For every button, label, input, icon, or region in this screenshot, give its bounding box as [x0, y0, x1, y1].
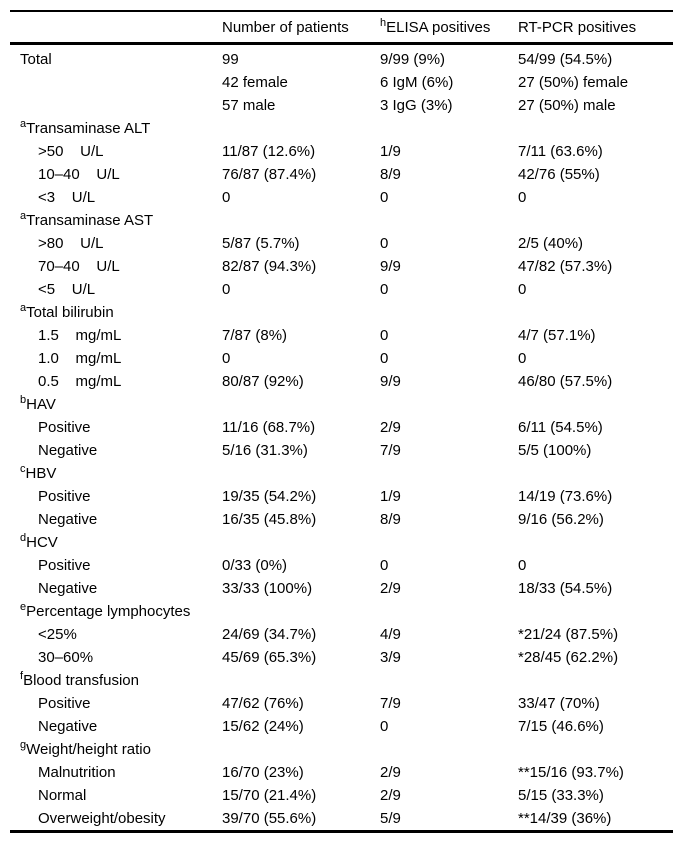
value-cell: 5/9 — [380, 810, 401, 827]
value-cell: 42/76 (55%) — [518, 166, 600, 183]
value-cell: 3/9 — [380, 649, 401, 666]
value-cell: 7/9 — [380, 695, 401, 712]
value-cell: 15/70 (21.4%) — [222, 787, 317, 804]
value-cell: 5/15 (33.3%) — [518, 787, 604, 804]
value-cell — [518, 393, 673, 416]
value-cell — [380, 209, 518, 232]
table-row — [10, 554, 673, 577]
row-label-cell — [10, 255, 222, 278]
row-label: <25% — [38, 626, 77, 643]
value-cell: 9/16 (56.2%) — [518, 511, 604, 528]
table-row — [10, 485, 673, 508]
value-cell: 2/9 — [380, 764, 401, 781]
value-cell — [518, 738, 673, 761]
value-cell — [222, 600, 380, 623]
value-cell: 2/9 — [380, 787, 401, 804]
row-label-cell — [10, 324, 222, 347]
value-cell: 24/69 (34.7%) — [222, 626, 317, 643]
header-label: RT-PCR positives — [518, 19, 637, 36]
value-cell: 45/69 (65.3%) — [222, 649, 317, 666]
section-label-cell — [10, 393, 222, 416]
row-label: Weight/height ratio — [26, 741, 151, 758]
value-cell: 33/47 (70%) — [518, 695, 600, 712]
table-row — [10, 163, 673, 186]
value-cell — [518, 669, 673, 692]
value-cell — [380, 462, 518, 485]
row-label: Total bilirubin — [26, 304, 114, 321]
value-cell: 11/16 (68.7%) — [222, 419, 316, 436]
row-label: Normal — [38, 787, 87, 804]
table-row — [10, 761, 673, 784]
value-cell — [518, 600, 673, 623]
section-label-cell — [10, 738, 222, 761]
table-row — [10, 94, 673, 117]
value-cell: 9/9 — [380, 373, 401, 390]
value-cell — [518, 209, 673, 232]
value-cell: 0 — [380, 281, 389, 298]
row-label: >50 U/L — [38, 143, 104, 160]
value-cell: 16/70 (23%) — [222, 764, 304, 781]
value-cell: 47/82 (57.3%) — [518, 258, 613, 275]
row-label-cell — [10, 94, 222, 117]
value-cell: 0 — [380, 718, 389, 735]
table-row — [10, 278, 673, 301]
row-label: Positive — [38, 557, 91, 574]
table-row — [10, 623, 673, 646]
value-cell — [222, 393, 380, 416]
row-label: Negative — [38, 718, 98, 735]
header-label: ELISA positives — [386, 19, 491, 36]
value-cell — [518, 531, 673, 554]
value-cell: 0 — [518, 189, 527, 206]
row-label-cell — [10, 485, 222, 508]
value-cell: 76/87 (87.4%) — [222, 166, 317, 183]
row-label-cell — [10, 715, 222, 738]
value-cell: *28/45 (62.2%) — [518, 649, 619, 666]
value-cell — [222, 531, 380, 554]
value-cell: 99 — [222, 51, 239, 68]
value-cell: 42 female — [222, 74, 288, 91]
table-row — [10, 186, 673, 209]
row-label: HCV — [26, 534, 58, 551]
section-row — [10, 600, 673, 623]
row-label-cell — [10, 761, 222, 784]
row-label: Negative — [38, 442, 98, 459]
value-cell: 4/9 — [380, 626, 401, 643]
table-row — [10, 715, 673, 738]
value-cell: 11/87 (12.6%) — [222, 143, 316, 160]
table-row — [10, 255, 673, 278]
footnote-marker: c — [20, 463, 26, 475]
value-cell — [518, 462, 673, 485]
value-cell: 80/87 (92%) — [222, 373, 304, 390]
value-cell: **14/39 (36%) — [518, 810, 612, 827]
row-label: 1.5 mg/mL — [38, 327, 122, 344]
row-label: 0.5 mg/mL — [38, 373, 122, 390]
value-cell — [380, 301, 518, 324]
row-label-cell — [10, 163, 222, 186]
value-cell: 0 — [222, 281, 231, 298]
table-row — [10, 140, 673, 163]
row-label: Negative — [38, 580, 98, 597]
value-cell: 0 — [518, 350, 527, 367]
row-label: Blood transfusion — [23, 672, 139, 689]
row-label: Percentage lymphocytes — [26, 603, 191, 620]
footnote-marker: b — [20, 394, 27, 406]
row-label: Total — [20, 51, 52, 68]
footnote-marker: f — [20, 670, 24, 682]
value-cell: 27 (50%) male — [518, 97, 616, 114]
value-cell: 2/9 — [380, 580, 401, 597]
value-cell: 16/35 (45.8%) — [222, 511, 317, 528]
value-cell — [222, 301, 380, 324]
table-row — [10, 347, 673, 370]
value-cell: 6/11 (54.5%) — [518, 419, 603, 436]
value-cell: 57 male — [222, 97, 276, 114]
header-cell-number-of-patients — [222, 11, 380, 44]
value-cell: 0 — [518, 281, 527, 298]
footnote-marker: a — [20, 302, 27, 314]
value-cell — [380, 738, 518, 761]
value-cell: 2/5 (40%) — [518, 235, 584, 252]
table-row — [10, 324, 673, 347]
value-cell: 0 — [380, 350, 389, 367]
table-row — [10, 232, 673, 255]
value-cell: 1/9 — [380, 488, 401, 505]
value-cell: 9/9 — [380, 258, 401, 275]
row-label: 30–60% — [38, 649, 94, 666]
table-row — [10, 71, 673, 94]
value-cell: 0 — [380, 327, 389, 344]
row-label: Negative — [38, 511, 98, 528]
value-cell: 47/62 (76%) — [222, 695, 304, 712]
row-label-cell — [10, 44, 222, 72]
section-row — [10, 738, 673, 761]
value-cell — [518, 301, 673, 324]
table-row — [10, 416, 673, 439]
value-cell: 54/99 (54.5%) — [518, 51, 613, 68]
table-row — [10, 370, 673, 393]
row-label-cell — [10, 416, 222, 439]
table-row — [10, 508, 673, 531]
value-cell: 5/5 (100%) — [518, 442, 592, 459]
row-label-cell — [10, 554, 222, 577]
row-label-cell — [10, 232, 222, 255]
value-cell: 39/70 (55.6%) — [222, 810, 317, 827]
value-cell: 4/7 (57.1%) — [518, 327, 596, 344]
value-cell — [380, 600, 518, 623]
value-cell: 0 — [518, 557, 527, 574]
row-label: HBV — [25, 465, 57, 482]
row-label: 10–40 U/L — [38, 166, 120, 183]
footnote-marker: a — [20, 210, 27, 222]
value-cell: *21/24 (87.5%) — [518, 626, 619, 643]
value-cell: 14/19 (73.6%) — [518, 488, 613, 505]
value-cell: 19/35 (54.2%) — [222, 488, 317, 505]
footnote-marker: h — [380, 17, 387, 29]
table-row — [10, 692, 673, 715]
row-label: <5 U/L — [38, 281, 96, 298]
row-label: Transaminase AST — [26, 212, 154, 229]
footnote-marker: g — [20, 739, 27, 751]
header-row — [10, 11, 673, 44]
value-cell — [222, 117, 380, 140]
section-row — [10, 393, 673, 416]
footnote-marker: a — [20, 118, 27, 130]
row-label-cell — [10, 71, 222, 94]
header-label: Number of patients — [222, 19, 349, 36]
row-label: Positive — [38, 488, 91, 505]
value-cell: 82/87 (94.3%) — [222, 258, 317, 275]
row-label: 70–40 U/L — [38, 258, 120, 275]
row-label: 1.0 mg/mL — [38, 350, 122, 367]
value-cell: 6 IgM (6%) — [380, 74, 454, 91]
section-label-cell — [10, 531, 222, 554]
value-cell: 18/33 (54.5%) — [518, 580, 613, 597]
value-cell: 5/87 (5.7%) — [222, 235, 300, 252]
row-label-cell — [10, 186, 222, 209]
row-label: Overweight/obesity — [38, 810, 166, 827]
section-row — [10, 531, 673, 554]
section-row — [10, 462, 673, 485]
table-body — [10, 44, 673, 832]
value-cell: 9/99 (9%) — [380, 51, 446, 68]
row-label-cell — [10, 347, 222, 370]
clinical-results-table — [10, 10, 673, 833]
value-cell: 8/9 — [380, 166, 401, 183]
value-cell: 0 — [380, 189, 389, 206]
value-cell — [380, 531, 518, 554]
section-row — [10, 117, 673, 140]
section-row — [10, 669, 673, 692]
footnote-marker: d — [20, 532, 27, 544]
row-label-cell — [10, 278, 222, 301]
table-row — [10, 439, 673, 462]
value-cell: 7/15 (46.6%) — [518, 718, 604, 735]
value-cell — [380, 393, 518, 416]
value-cell — [222, 738, 380, 761]
section-label-cell — [10, 209, 222, 232]
value-cell: 0/33 (0%) — [222, 557, 288, 574]
row-label-cell — [10, 370, 222, 393]
value-cell: 7/11 (63.6%) — [518, 143, 603, 160]
row-label: HAV — [26, 396, 56, 413]
table-row — [10, 784, 673, 807]
section-label-cell — [10, 117, 222, 140]
table-row — [10, 646, 673, 669]
row-label: Positive — [38, 419, 91, 436]
value-cell: 1/9 — [380, 143, 401, 160]
value-cell: 0 — [380, 557, 389, 574]
value-cell: 5/16 (31.3%) — [222, 442, 308, 459]
row-label: Malnutrition — [38, 764, 116, 781]
value-cell: 7/87 (8%) — [222, 327, 288, 344]
value-cell: 3 IgG (3%) — [380, 97, 453, 114]
value-cell — [222, 209, 380, 232]
header-cell-elisa-positives — [380, 11, 518, 44]
value-cell — [518, 117, 673, 140]
header-cell-rtpcr-positives — [518, 11, 673, 44]
value-cell — [380, 117, 518, 140]
row-label-cell — [10, 577, 222, 600]
value-cell: 0 — [222, 350, 231, 367]
value-cell: 33/33 (100%) — [222, 580, 313, 597]
value-cell: 15/62 (24%) — [222, 718, 304, 735]
row-label: >80 U/L — [38, 235, 104, 252]
value-cell: 8/9 — [380, 511, 401, 528]
row-label-cell — [10, 646, 222, 669]
value-cell: **15/16 (93.7%) — [518, 764, 624, 781]
row-label-cell — [10, 623, 222, 646]
value-cell — [380, 669, 518, 692]
value-cell — [222, 462, 380, 485]
value-cell: 2/9 — [380, 419, 401, 436]
table-row — [10, 44, 673, 72]
table-header — [10, 11, 673, 44]
footnote-marker: e — [20, 601, 27, 613]
value-cell: 0 — [380, 235, 389, 252]
section-row — [10, 301, 673, 324]
table-row — [10, 807, 673, 832]
row-label: Positive — [38, 695, 91, 712]
value-cell: 46/80 (57.5%) — [518, 373, 613, 390]
row-label-cell — [10, 692, 222, 715]
value-cell: 7/9 — [380, 442, 401, 459]
value-cell: 0 — [222, 189, 231, 206]
row-label-cell — [10, 140, 222, 163]
data-table — [10, 10, 673, 833]
section-row — [10, 209, 673, 232]
section-label-cell — [10, 669, 222, 692]
row-label-cell — [10, 807, 222, 832]
value-cell — [222, 669, 380, 692]
table-row — [10, 577, 673, 600]
row-label: Transaminase ALT — [26, 120, 151, 137]
section-label-cell — [10, 600, 222, 623]
row-label-cell — [10, 508, 222, 531]
header-cell-empty — [10, 11, 222, 44]
row-label-cell — [10, 439, 222, 462]
section-label-cell — [10, 301, 222, 324]
row-label-cell — [10, 784, 222, 807]
value-cell: 27 (50%) female — [518, 74, 629, 91]
section-label-cell — [10, 462, 222, 485]
row-label: <3 U/L — [38, 189, 96, 206]
